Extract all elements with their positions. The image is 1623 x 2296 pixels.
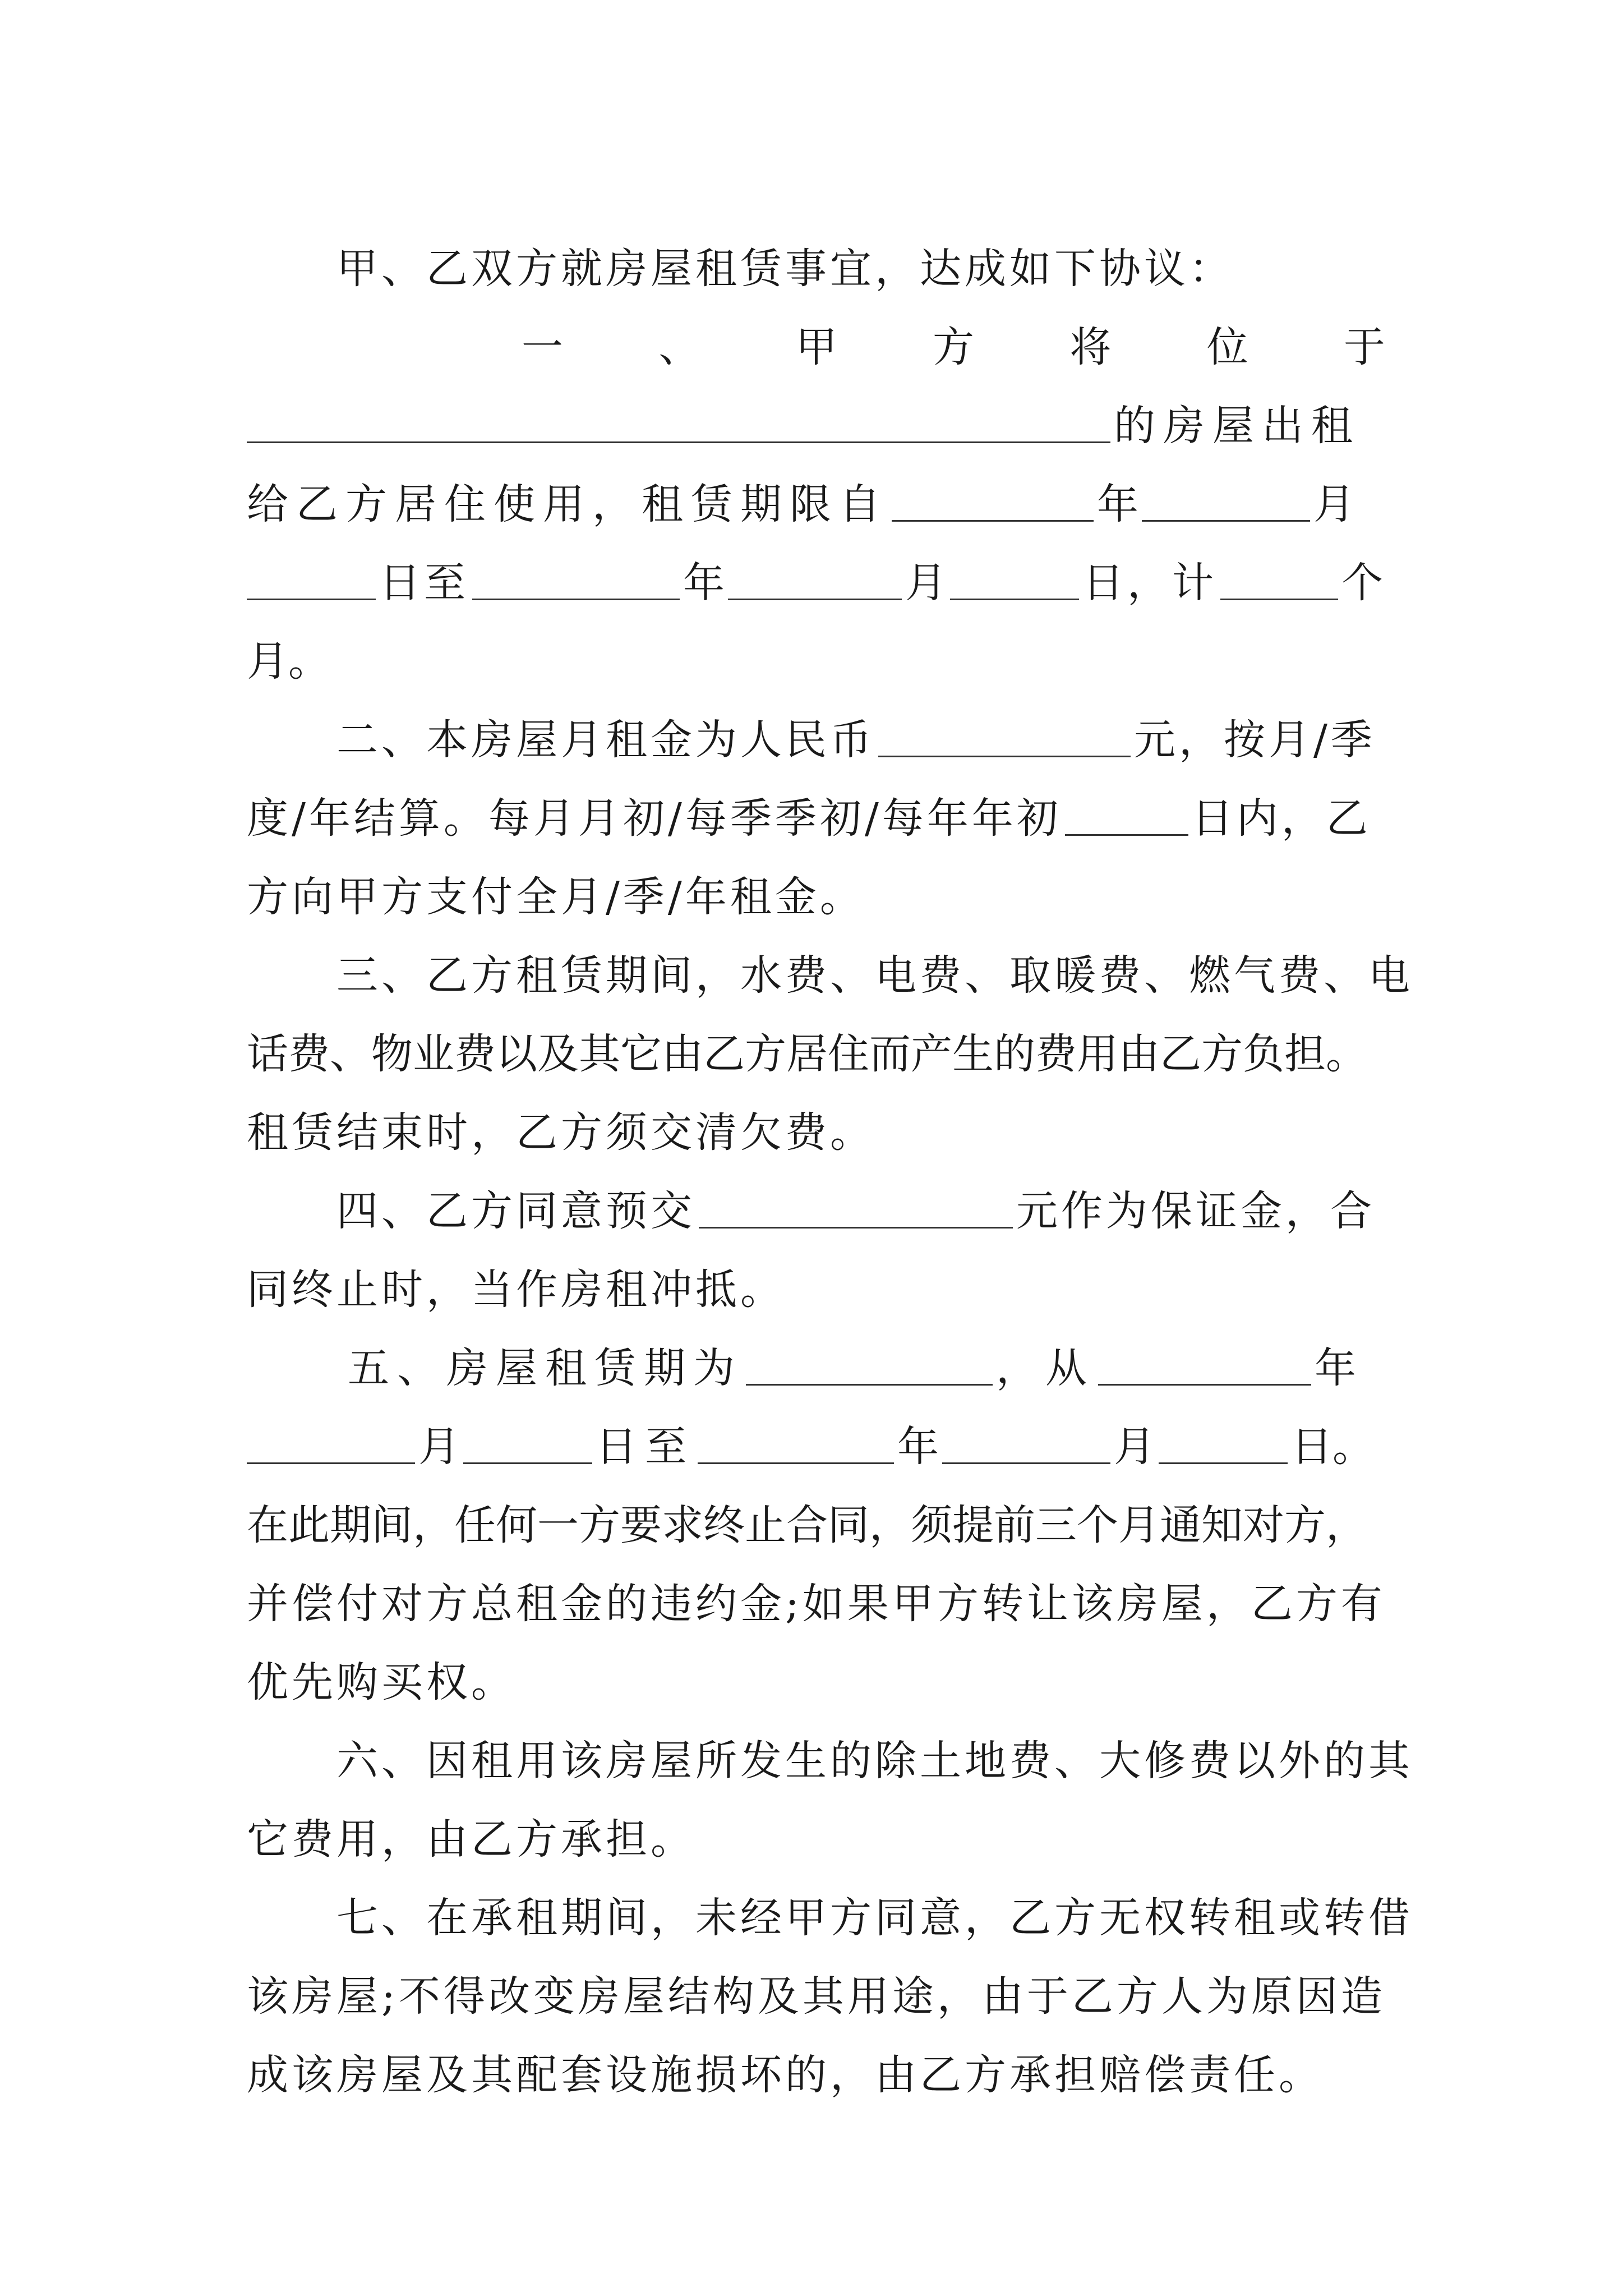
p1-l3-b: 年 [1097, 480, 1138, 528]
p3-line-3 [247, 1077, 1391, 1156]
p1-l4-d: 日，计 [1082, 559, 1217, 607]
p4-l1-b: 元作为保证金，合 [1016, 1187, 1375, 1235]
p1-line-3 [247, 449, 1391, 527]
p1-l5: 月。 [247, 637, 330, 685]
intro-text: 甲、乙双方就房屋租赁事宜，达成如下协议： [336, 245, 1234, 293]
p2-l2-b: 日内，乙 [1191, 794, 1371, 843]
p4-l1-a: 四、乙方同意预交 [336, 1187, 695, 1235]
end-year-blank[interactable] [472, 598, 680, 600]
end-month-blank[interactable] [728, 598, 902, 600]
p1-line-4 [247, 527, 1391, 606]
p6-line-2 [247, 1784, 1391, 1862]
p1-line-5 [247, 606, 1391, 684]
p7-l3: 成该房屋及其配套设施损坏的，由乙方承担赔偿责任。 [247, 2051, 1324, 2099]
p1-l3-a: 给乙方居住使用，租赁期限自 [247, 480, 888, 528]
p5-l4: 并偿付对方总租金的违约金;如果甲方转让该房屋，乙方有 [247, 1580, 1386, 1628]
term-start-day-blank[interactable] [463, 1462, 592, 1464]
p3-l3: 租赁结束时，乙方须交清欠费。 [247, 1108, 875, 1157]
term-end-year-blank[interactable] [698, 1462, 894, 1464]
address-blank[interactable] [247, 441, 1110, 443]
lease-term-blank[interactable] [746, 1383, 993, 1386]
p5-line-4 [247, 1548, 1391, 1627]
p4-line-2 [247, 1234, 1391, 1313]
p1-char: 于 [1343, 323, 1385, 371]
p1-char: 位 [1206, 323, 1248, 371]
p4-line-1 [336, 1156, 1391, 1234]
p7-line-1 [336, 1862, 1413, 1942]
p5-l2-c: 年 [897, 1423, 939, 1471]
p5-line-3 [247, 1470, 1391, 1548]
p5-l2-e: 日。 [1291, 1423, 1374, 1471]
end-day-blank[interactable] [950, 598, 1079, 600]
p1-line-1 [522, 292, 1385, 370]
p7-line-3 [247, 2019, 1391, 2098]
deposit-amount-blank[interactable] [699, 1226, 1013, 1228]
p5-l1-c: 年 [1315, 1344, 1356, 1392]
payment-day-blank[interactable] [1065, 834, 1188, 836]
p3-l2: 话费、物业费以及其它由乙方居住而产生的费用由乙方负担。 [247, 1030, 1367, 1078]
p5-line-2 [247, 1391, 1424, 1470]
intro-line [336, 213, 1391, 292]
p5-line-5 [247, 1627, 1391, 1705]
p2-line-3 [247, 841, 1391, 920]
p2-l1-a: 二、本房屋月租金为人民币 [336, 716, 875, 764]
p1-char: 将 [1069, 323, 1112, 371]
months-count-blank[interactable] [1220, 598, 1338, 600]
p5-l2-a: 月 [418, 1423, 460, 1471]
p6-line-1 [336, 1705, 1413, 1785]
p1-l2-tail: 的房屋出租 [1114, 402, 1361, 450]
p1-l4-b: 年 [683, 559, 725, 607]
p5-l1-b: ，从 [996, 1344, 1095, 1392]
p3-l1: 三、乙方租赁期间，水费、电费、取暖费、燃气费、电 [336, 951, 1413, 1000]
p5-line-1 [348, 1313, 1391, 1391]
p1-line-2 [247, 370, 1391, 449]
p6-l1: 六、因租用该房屋所发生的除土地费、大修费以外的其 [336, 1737, 1413, 1785]
p6-l2: 它费用，由乙方承担。 [247, 1815, 695, 1864]
p2-l3: 方向甲方支付全月/季/年租金。 [247, 873, 865, 921]
p1-l4-e: 个 [1341, 559, 1383, 607]
start-year-blank[interactable] [892, 519, 1094, 522]
start-month-blank[interactable] [1142, 519, 1310, 522]
p4-l2: 同终止时，当作房租冲抵。 [247, 1266, 785, 1314]
p2-l2-a: 度/年结算。每月月初/每季季初/每年年初 [247, 794, 1062, 843]
p1-l4-c: 月 [905, 559, 947, 607]
p1-char: 一 [522, 323, 563, 371]
p1-l3-c: 月 [1313, 480, 1355, 528]
p3-line-1 [336, 920, 1413, 1000]
p7-l1: 七、在承租期间，未经甲方同意，乙方无权转租或转借 [336, 1894, 1413, 1942]
p1-l4-a: 日至 [379, 559, 469, 607]
p1-char: 方 [932, 323, 974, 371]
p2-l1-b: 元，按月/季 [1134, 716, 1376, 764]
term-end-day-blank[interactable] [1159, 1462, 1288, 1464]
term-end-month-blank[interactable] [942, 1462, 1110, 1464]
rent-amount-blank[interactable] [878, 755, 1131, 757]
p5-l3: 在此期间，任何一方要求终止合同，须提前三个月通知对方， [247, 1501, 1367, 1549]
p1-char: 甲 [795, 323, 837, 371]
p5-l2-d: 月 [1114, 1423, 1155, 1471]
p5-l2-b: 日至 [596, 1423, 694, 1471]
p5-l5: 优先购买权。 [247, 1658, 516, 1706]
p2-line-1 [336, 684, 1391, 763]
p3-line-2 [247, 999, 1391, 1077]
term-start-month-blank[interactable] [247, 1462, 415, 1464]
p7-l2: 该房屋;不得改变房屋结构及其用途，由于乙方人为原因造 [247, 1972, 1386, 2021]
p1-char: 、 [658, 323, 700, 371]
start-day-blank[interactable] [247, 598, 376, 600]
p7-line-2 [247, 1941, 1391, 2019]
p5-l1-a: 五、房屋租赁期为 [348, 1344, 743, 1392]
term-start-year-blank[interactable] [1098, 1383, 1311, 1386]
p2-line-2 [247, 763, 1391, 841]
